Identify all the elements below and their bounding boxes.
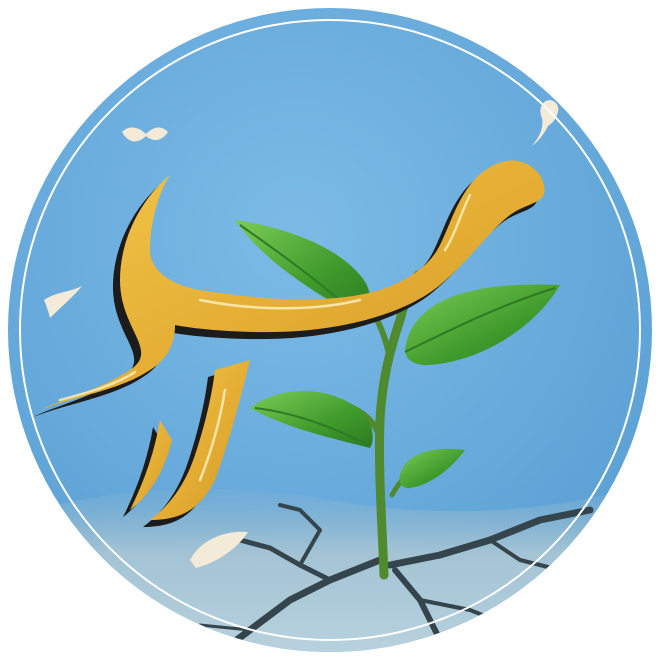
cracked-ground	[0, 480, 660, 660]
